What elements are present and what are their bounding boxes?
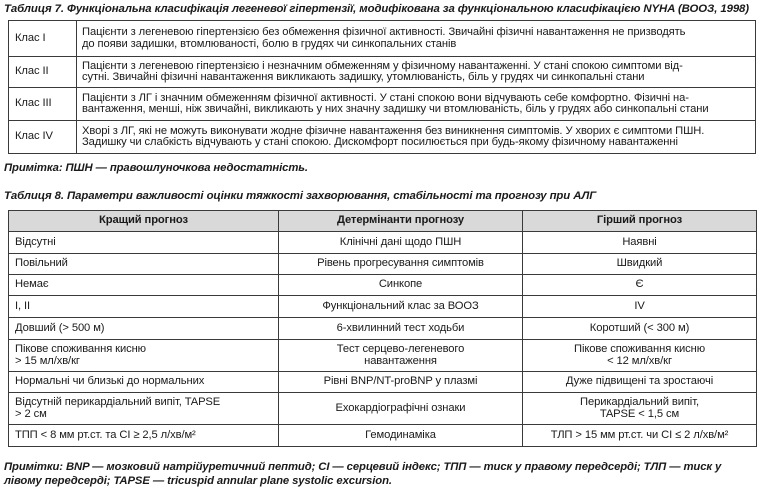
cell-line: Нормальні чи близькі до нормальних xyxy=(15,375,205,388)
class-label: Клас І xyxy=(9,21,77,57)
worse-prognosis-cell xyxy=(523,318,757,340)
worse-prognosis-cell xyxy=(523,340,757,372)
cell-line: > 2 см xyxy=(15,407,47,420)
cell-line: Функціональний клас за ВООЗ xyxy=(322,299,479,312)
cell-line: Клінічні дані щодо ПШН xyxy=(339,235,462,248)
cell-line: Швидкий xyxy=(616,257,663,270)
description-line: Хворі з ЛГ, які не можуть виконувати жодне фізичне навантаження без виникнення симптомів. У хворих є симптоми ПШН. xyxy=(82,124,705,137)
table-row xyxy=(9,425,757,447)
class-description xyxy=(77,121,756,154)
cell-line: Рівень прогресування симптомів xyxy=(317,257,484,270)
table8-note-line2: лівому передсерді; TAPSE — tricuspid annular plane systolic excursion. xyxy=(4,475,392,487)
cell-line: ТЛП > 15 мм рт.ст. чи CI ≤ 2 л/хв/м² xyxy=(550,428,729,441)
description-line: сутні. Звичайні фізичні навантаження викликають задишку, утомлюваність, біль у грудях чи синкопальні стани xyxy=(82,71,645,83)
table-row xyxy=(9,232,757,254)
determinant-cell xyxy=(279,340,523,372)
better-prognosis-cell xyxy=(9,232,279,254)
class-description xyxy=(77,88,756,121)
cell-line: 6-хвилинний тест ходьби xyxy=(336,321,465,334)
header-worse-prognosis: Гірший прогноз xyxy=(523,211,757,232)
cell-line: Коротший (< 300 м) xyxy=(589,321,690,334)
determinant-cell xyxy=(279,393,523,425)
cell-line: Пікове споживання кисню xyxy=(574,343,705,355)
determinant-cell xyxy=(279,318,523,340)
worse-prognosis-cell xyxy=(523,296,757,318)
worse-prognosis-cell xyxy=(523,425,757,447)
better-prognosis-cell xyxy=(9,393,279,425)
table7-caption: Таблиця 7. Функціональна класифікація легеневої гіпертензії, модифікована за функціональною класифікацією NYHA (ВООЗ, 1998) xyxy=(4,3,749,15)
determinant-cell xyxy=(279,372,523,393)
cell-line: Пікове споживання кисню xyxy=(15,343,146,355)
table-row xyxy=(9,21,756,57)
cell-line: Рівні BNP/NT-proBNP у плазмі xyxy=(323,375,478,388)
description-line: Пацієнти з легеневою гіпертензією без обмеження фізичної активності. Звичайні фізичні навантаження не призводять xyxy=(82,26,686,38)
determinant-cell xyxy=(279,232,523,254)
table-row xyxy=(9,121,756,154)
cell-line: навантаження xyxy=(364,354,437,367)
cell-line: Гемодинаміка xyxy=(365,428,436,441)
class-label: Клас IV xyxy=(9,121,77,154)
better-prognosis-cell xyxy=(9,254,279,275)
table7-note: Примітка: ПШН — правошлуночкова недостатність. xyxy=(4,162,308,174)
table-row xyxy=(9,275,757,296)
table-row xyxy=(9,57,756,88)
cell-line: IV xyxy=(634,299,645,312)
cell-line: Довший (> 500 м) xyxy=(15,321,105,334)
cell-line: Синкопе xyxy=(378,278,423,291)
cell-line: Перикардіальний випіт, xyxy=(580,396,699,408)
better-prognosis-cell xyxy=(9,296,279,318)
header-prognosis-determinants: Детермінанти прогнозу xyxy=(279,211,523,232)
class-description xyxy=(77,21,756,57)
table-row xyxy=(9,393,757,425)
cell-line: Ехокардіографічні ознаки xyxy=(335,401,466,414)
cell-line: Відсутні xyxy=(15,235,56,248)
class-label: Клас ІІ xyxy=(9,57,77,88)
table8-note-line1: Примітки: BNP — мозковий натрійуретичний пептид; CI — серцевий індекс; ТПП — тиск у правому передсерді; ТЛП — тиск у xyxy=(4,461,722,473)
table-row xyxy=(9,340,757,372)
worse-prognosis-cell xyxy=(523,372,757,393)
table-row xyxy=(9,88,756,121)
description-line: Пацієнти з легеневою гіпертензією і незначним обмеженням у фізичному навантаженні. У стані спокою симптоми від- xyxy=(82,59,683,72)
table-row xyxy=(9,296,757,318)
cell-line: І, ІІ xyxy=(15,299,31,312)
class-label: Клас ІІІ xyxy=(9,88,77,121)
description-line: вантаження, менші, ніж звичайні, викликають у них значну задишку чи втомлюваність, біль у грудях або синкопальні стани xyxy=(82,103,709,115)
better-prognosis-cell xyxy=(9,425,279,447)
cell-line: Повільний xyxy=(15,257,68,270)
better-prognosis-cell xyxy=(9,340,279,372)
table8-note xyxy=(4,460,721,488)
header-better-prognosis: Кращий прогноз xyxy=(9,211,279,232)
header-row xyxy=(9,211,757,232)
table-row xyxy=(9,372,757,393)
description-line: Пацієнти з ЛГ і значним обмеженням фізичної активності. У стані спокою вони відчувають себе комфортно. Фізичні на- xyxy=(82,91,689,104)
class-description xyxy=(77,57,756,88)
determinant-cell xyxy=(279,254,523,275)
cell-line: Немає xyxy=(15,278,49,291)
table-row xyxy=(9,318,757,340)
cell-line: ТПП < 8 мм рт.ст. та CI ≥ 2,5 л/хв/м² xyxy=(15,428,196,441)
worse-prognosis-cell xyxy=(523,275,757,296)
cell-line: < 12 мл/хв/кг xyxy=(607,354,672,367)
cell-line: Відсутній перикардіальний випіт, TAPSE xyxy=(15,396,221,408)
prognosis-table xyxy=(8,210,757,447)
better-prognosis-cell xyxy=(9,275,279,296)
better-prognosis-cell xyxy=(9,318,279,340)
cell-line: Є xyxy=(635,278,644,291)
cell-line: > 15 мл/хв/кг xyxy=(15,354,80,367)
table8-caption: Таблиця 8. Параметри важливості оцінки тяжкості захворювання, стабільності та прогнозу при АЛГ xyxy=(4,190,597,202)
description-line: до появи задишки, втомлюваності, болю в грудях чи синкопальних станів xyxy=(82,37,457,50)
functional-class-table xyxy=(8,20,756,154)
cell-line: Наявні xyxy=(622,235,657,248)
better-prognosis-cell xyxy=(9,372,279,393)
table-row xyxy=(9,254,757,275)
cell-line: Тест серцево-легеневого xyxy=(336,343,465,355)
determinant-cell xyxy=(279,296,523,318)
determinant-cell xyxy=(279,275,523,296)
worse-prognosis-cell xyxy=(523,232,757,254)
worse-prognosis-cell xyxy=(523,254,757,275)
cell-line: Дуже підвищені та зростаючі xyxy=(565,375,714,388)
description-line: Задишку чи слабкість відчувають у стані спокою. Дискомфорт посилюється при будь-якому фізичному навантаженні xyxy=(82,136,678,148)
cell-line: TAPSE < 1,5 см xyxy=(599,407,680,420)
worse-prognosis-cell xyxy=(523,393,757,425)
determinant-cell xyxy=(279,425,523,447)
